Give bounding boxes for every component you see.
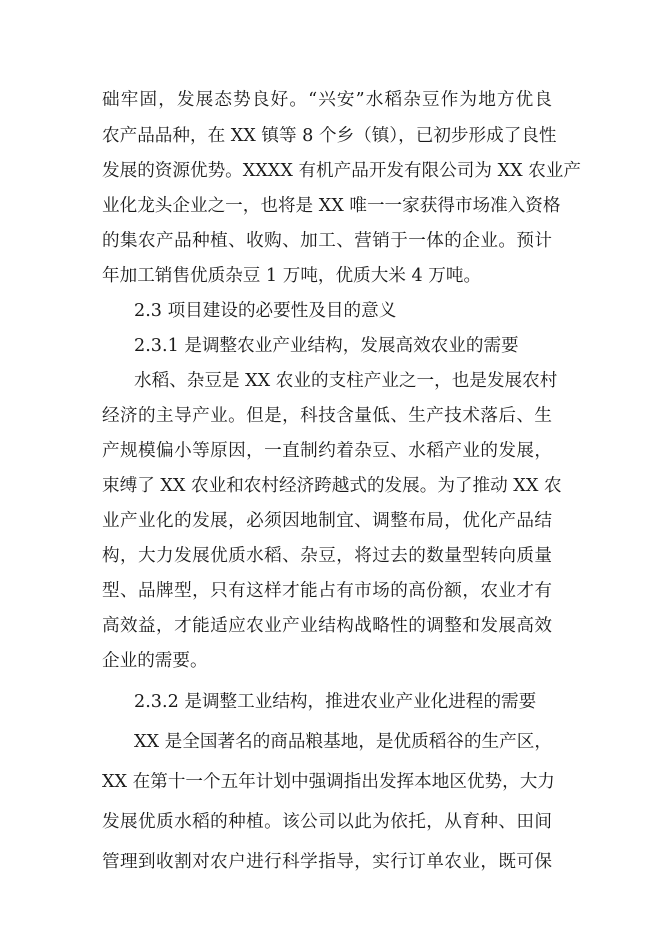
paragraph-line: 经济的主导产业。但是，科技含量低、生产技术落后、生 [102,406,552,426]
paragraph-line: 农产品品种，在 XX 镇等 8 个乡（镇），已初步形成了良性 [102,126,557,146]
paragraph-line: 的集农产品种植、收购、加工、营销于一体的企业。预计 [102,231,552,251]
paragraph-line: 束缚了 XX 农业和农村经济跨越式的发展。为了推动 XX 农 [102,476,562,496]
paragraph-line: 管理到收割对农户进行科学指导，实行订单农业，既可保 [102,852,552,872]
paragraph-line: 年加工销售优质杂豆 1 万吨，优质大米 4 万吨。 [102,266,482,286]
paragraph-line: 高效益，才能适应农业产业结构战略性的调整和发展高效 [102,616,552,636]
paragraph-line: XX 在第十一个五年计划中强调指出发挥本地区优势，大力 [102,772,555,792]
subsection-heading: 2.3.1 是调整农业产业结构，发展高效农业的需要 [134,336,519,356]
paragraph-line: 业化龙头企业之一，也将是 XX 唯一一家获得市场准入资格 [102,196,561,216]
paragraph-line: 发展的资源优势。XXXX 有机产品开发有限公司为 XX 农业产 [102,161,581,181]
paragraph-line: 企业的需要。 [102,651,208,671]
paragraph-line: 础牢固，发展态势良好。“兴安”水稻杂豆作为地方优良 [102,90,552,110]
subsection-heading: 2.3.2 是调整工业结构，推进农业产业化进程的需要 [134,692,537,712]
paragraph-line: 产规模偏小等原因，一直制约着杂豆、水稻产业的发展， [102,441,552,461]
paragraph-line: 发展优质水稻的种植。该公司以此为依托，从育种、田间 [102,812,552,832]
paragraph-line: 型、品牌型，只有这样才能占有市场的高份额，农业才有 [102,581,552,601]
section-heading: 2.3 项目建设的必要性及目的意义 [134,301,397,321]
paragraph-line: 业产业化的发展，必须因地制宜、调整布局，优化产品结 [102,511,552,531]
paragraph-line: XX 是全国著名的商品粮基地，是优质稻谷的生产区， [134,732,552,752]
paragraph-line: 水稻、杂豆是 XX 农业的支柱产业之一，也是发展农村 [134,371,558,391]
paragraph-line: 构，大力发展优质水稻、杂豆，将过去的数量型转向质量 [102,546,552,566]
